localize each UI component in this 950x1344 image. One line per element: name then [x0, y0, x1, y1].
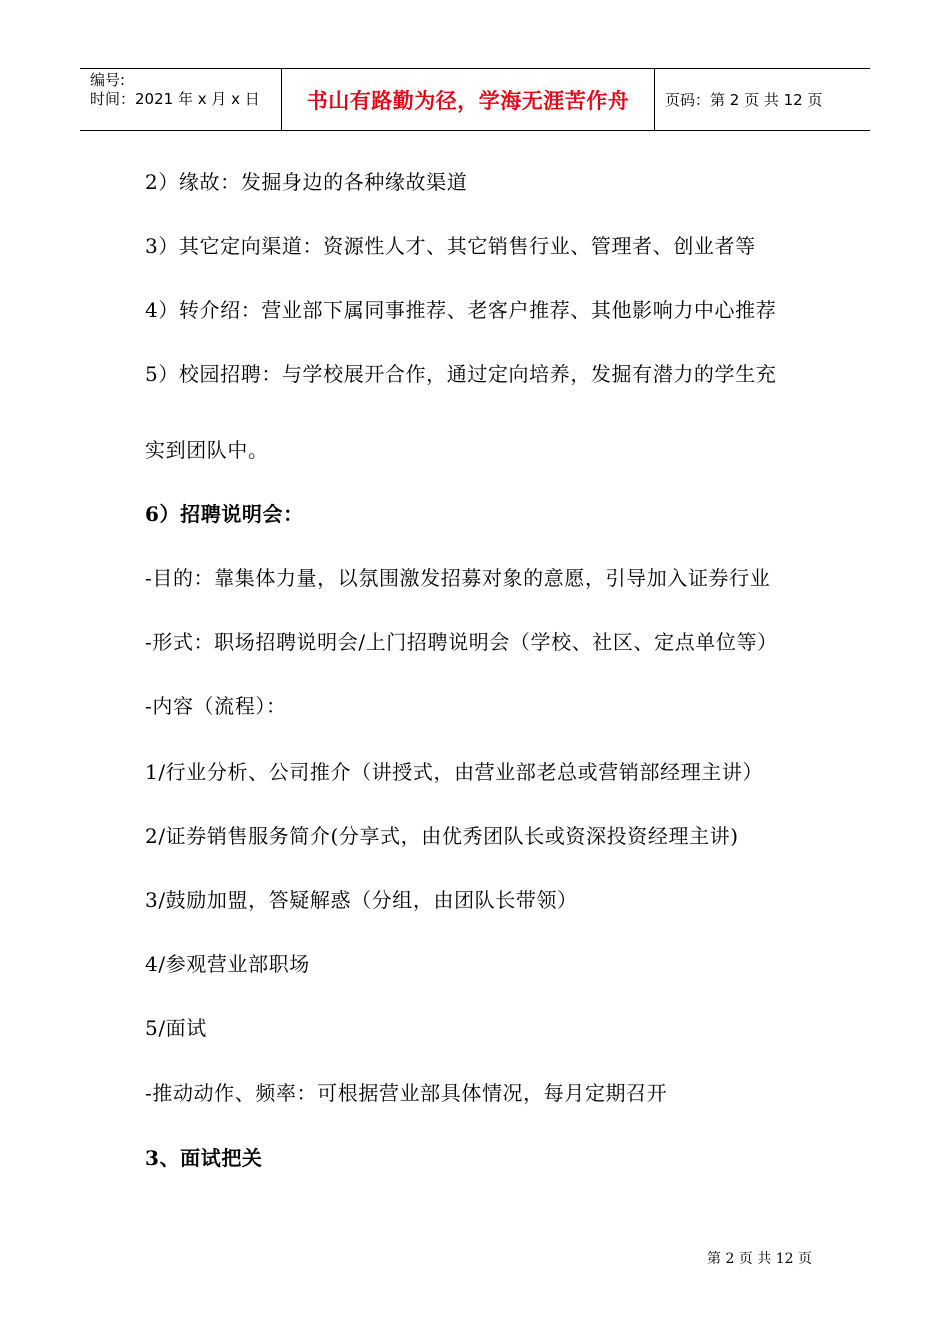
body-line-content: -内容（流程）：: [145, 694, 287, 718]
body-line-1: 2）缘故：发掘身边的各种缘故渠道: [145, 170, 468, 194]
body-line-5: 实到团队中。: [145, 438, 269, 462]
list-item-4: 4/参观营业部职场: [145, 952, 310, 976]
list-item-5: 5/面试: [145, 1016, 207, 1040]
list-item-2: 2/证券销售服务简介(分享式，由优秀团队长或资深投资经理主讲): [145, 824, 739, 848]
body-line-4: 5）校园招聘：与学校展开合作，通过定向培养，发掘有潜力的学生充: [145, 362, 777, 386]
document-number-label: 编号:: [90, 71, 126, 89]
body-line-frequency: -推动动作、频率：可根据营业部具体情况，每月定期召开: [145, 1081, 668, 1105]
body-line-purpose: -目的：靠集体力量，以氛围激发招募对象的意愿，引导加入证券行业: [145, 566, 771, 590]
header-page-info: 页码：第 2 页 共 12 页: [665, 91, 823, 109]
section-heading-interview: 3、面试把关: [145, 1146, 263, 1170]
body-line-format: -形式：职场招聘说明会/上门招聘说明会（学校、社区、定点单位等）: [145, 630, 778, 654]
header-motto: 书山有路勤为径，学海无涯苦作舟: [282, 69, 655, 130]
page-footer: 第 2 页 共 12 页: [707, 1251, 812, 1267]
body-line-2: 3）其它定向渠道：资源性人才、其它销售行业、管理者、创业者等: [145, 234, 756, 258]
list-item-3: 3/鼓励加盟，答疑解惑（分组，由团队长带领）: [145, 888, 578, 912]
section-heading-recruitment-seminar: 6）招聘说明会：: [145, 502, 304, 526]
document-date: 时间：2021 年 x 月 x 日: [90, 90, 260, 108]
body-line-3: 4）转介绍：营业部下属同事推荐、老客户推荐、其他影响力中心推荐: [145, 298, 777, 322]
list-item-1: 1/行业分析、公司推介（讲授式，由营业部老总或营销部经理主讲）: [145, 760, 764, 784]
